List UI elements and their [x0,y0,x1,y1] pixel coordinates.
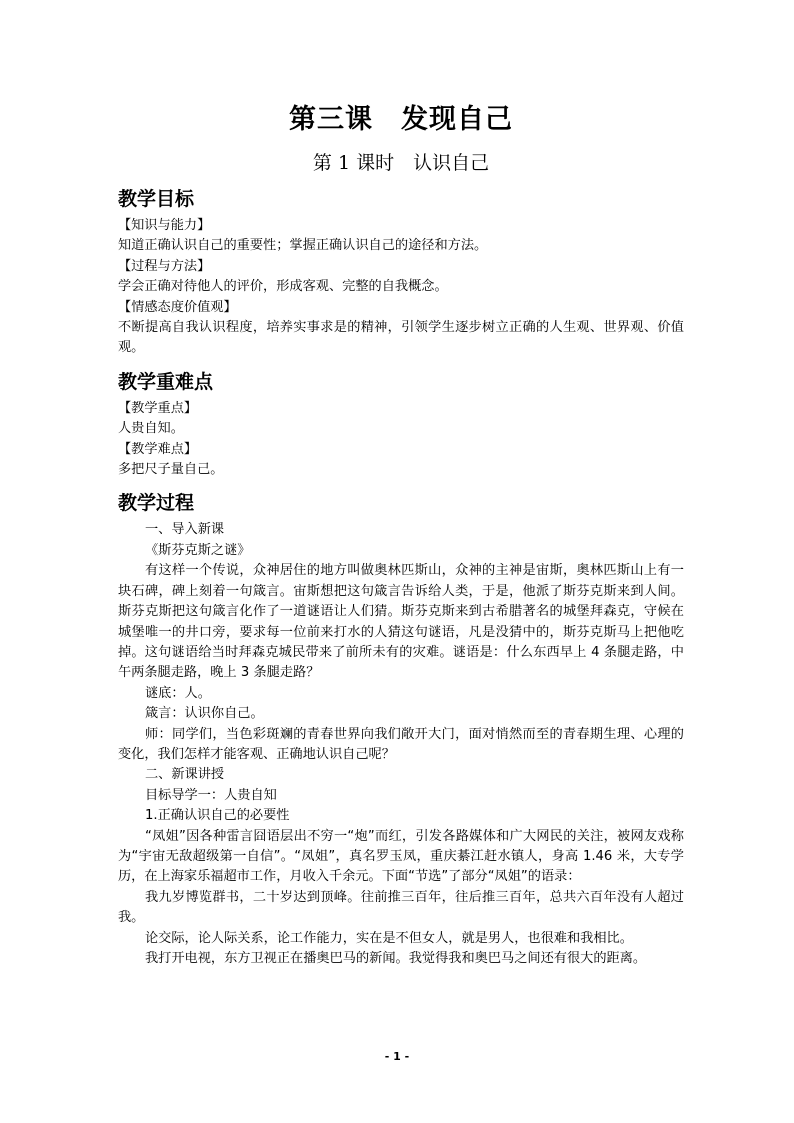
riddle-answer: 谜底：人。 [145,685,211,701]
heading-process: 教学过程 [118,492,195,515]
tag-knowledge: 【知识与能力】 [118,218,211,233]
teacher-question: 师：同学们，当色彩斑斓的青春世界向我们敞开大门，面对悄然而至的青春期生理、心理的变化，我们怎样才能客观、正确地认识自己呢？ [118,726,684,762]
tag-difficult: 【教学难点】 [118,441,198,457]
quote-2: 论交际，论人际关系，论工作能力，实在是不但女人，就是男人，也很难和我相比。 [145,930,633,946]
heading-key-points: 教学重难点 [118,370,214,393]
section-intro: 一、导入新课 [145,522,225,538]
fengjie-paragraph: “凤姐”因各种雷言囧语层出不穷一“炮”而红，引发各路媒体和广大网民的关注，被网友戏称为“宇宙无敌超级第一自信”。“凤姐”，真名罗玉凤，重庆綦江赶水镇人，身高 1.46 米，大专学历，在上海家乐福超市工作，月收入千余元。下面“节选”了部分“凤姐”的语录： [118,828,684,885]
goal-heading: 目标导学一：人贵自知 [145,787,277,803]
text-difficult: 多把尺子量自己。 [118,462,224,478]
story-paragraph: 有这样一个传说，众神居住的地方叫做奥林匹斯山，众神的主神是宙斯，奥林匹斯山上有一块石碑，碑上刻着一句箴言。宙斯想把这句箴言告诉给人类，于是，他派了斯芬克斯来到人间。斯芬克斯把这句箴言化作了一道谜语让人们猜。斯芬克斯来到古希腊著名的城堡拜森克，守候在城堡唯一的井口旁，要求每一位前来打水的人猜这句谜语，凡是没猜中的，斯芬克斯马上把他吃掉。这句谜语给当时拜森克城民带来了前所未有的灾难。谜语是：什么东西早上 4 条腿走路，中午两条腿走路，晚上 3 条腿走路？ [118,563,684,681]
tag-key: 【教学重点】 [118,400,198,416]
text-process: 学会正确对待他人的评价，形成客观、完整的自我概念。 [118,279,448,295]
tag-process: 【过程与方法】 [118,258,211,274]
lesson-subtitle: 第 1 课时 认识自己 [312,152,490,174]
story-title: 《斯芬克斯之谜》 [145,542,251,558]
tag-emotion: 【情感态度价值观】 [118,299,237,315]
heading-objectives: 教学目标 [118,188,195,210]
text-emotion: 不断提高自我认识程度，培养实事求是的精神，引领学生逐步树立正确的人生观、世界观、价值观。 [118,320,684,356]
section-new-lesson: 二、新课讲授 [145,767,225,783]
document-page [118,98,684,969]
lesson-title: 第三课 发现自己 [289,104,513,135]
quote-1: 我九岁博览群书，二十岁达到顶峰。往前推三百年，往后推三百年，总共六百年没有人超过我。 [118,889,684,926]
text-key: 人贵自知。 [118,421,184,437]
motto: 箴言：认识你自己。 [145,706,264,722]
quote-3: 我打开电视，东方卫视正在播奥巴马的新闻。我觉得我和奥巴马之间还有很大的距离。 [145,951,647,966]
page-number: - 1 - [384,1050,410,1063]
subsection-necessity: 1.正确认识自己的必要性 [145,808,290,824]
text-knowledge: 知道正确认识自己的重要性；掌握正确认识自己的途径和方法。 [118,238,488,254]
